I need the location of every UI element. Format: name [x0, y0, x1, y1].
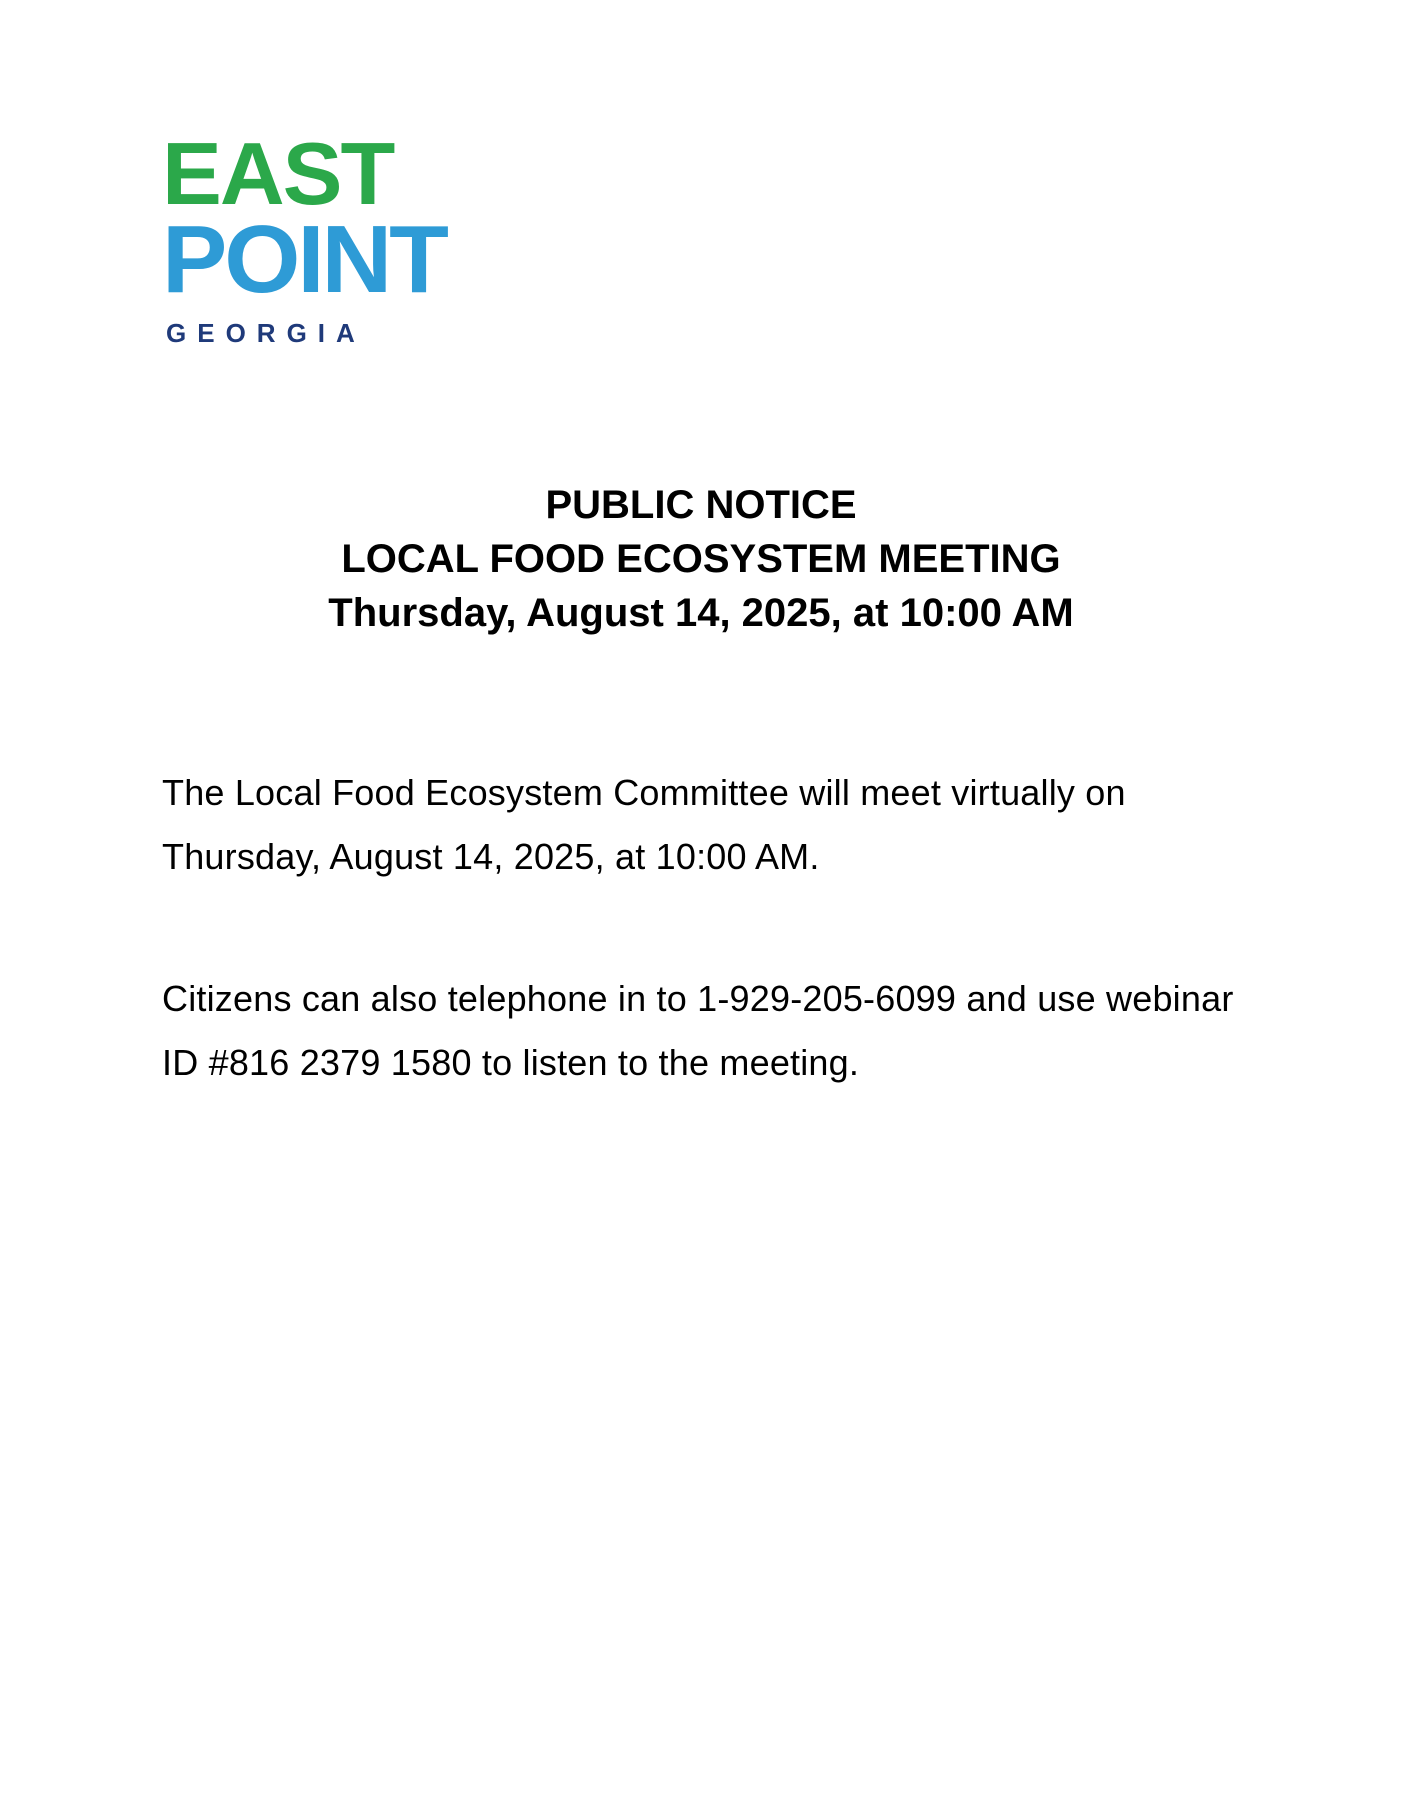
- east-point-georgia-logo: [162, 124, 502, 360]
- paragraph-meeting-info: The Local Food Ecosystem Committee will meet virtually on Thursday, August 14, 2025, at 10:00 AM.: [162, 772, 1126, 877]
- notice-heading: [0, 478, 1402, 640]
- logo-text-point: POINT: [162, 206, 446, 313]
- meeting-title: LOCAL FOOD ECOSYSTEM MEETING: [341, 537, 1061, 581]
- logo-text-georgia: GEORGIA: [166, 318, 366, 348]
- meeting-datetime: Thursday, August 14, 2025, at 10:00 AM: [328, 591, 1074, 635]
- notice-body: [162, 725, 1237, 1131]
- logo-text-east: EAST: [162, 124, 394, 223]
- paragraph-call-in-info: Citizens can also telephone in to 1-929-205-6099 and use webinar ID #816 2379 1580 to listen to the meeting.: [162, 978, 1234, 1083]
- page-title: PUBLIC NOTICE: [545, 483, 857, 527]
